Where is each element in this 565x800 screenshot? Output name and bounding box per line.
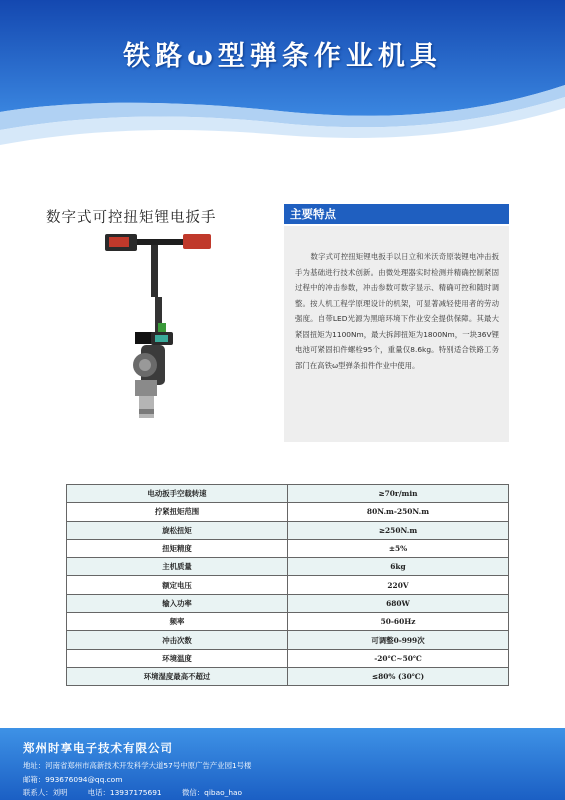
- spec-label: 旋松扭矩: [67, 521, 288, 539]
- spec-value: ≥250N.m: [288, 521, 509, 539]
- table-row: [67, 667, 509, 685]
- spec-value: 50-60Hz: [288, 613, 509, 631]
- contact-wechat: 微信：qibao_hao: [181, 788, 243, 797]
- spec-value: ≤80% (30℃): [288, 667, 509, 685]
- product-name: 数字式可控扭矩锂电扳手: [46, 210, 217, 226]
- product-image: [95, 228, 215, 428]
- contact-person: 联系人：刘明: [23, 788, 68, 797]
- spec-value: ±5%: [288, 539, 509, 557]
- company-address: 地址：河南省郑州市高新技术开发科学大道57号中原广告产业园1号楼: [23, 761, 252, 770]
- spec-label: 电动扳手空载转速: [67, 485, 288, 503]
- header-banner: [0, 0, 565, 165]
- company-name: 郑州时享电子技术有限公司: [23, 741, 173, 755]
- spec-value: 220V: [288, 576, 509, 594]
- contact-line: [23, 787, 260, 798]
- table-row: [67, 485, 509, 503]
- features-text: 数字式可控扭矩锂电扳手以日立和米沃奇原装锂电冲击扳手为基础进行技术创新。由微处理器实时检测并精确控制紧固过程中的冲击参数，冲击参数可数字显示、精确可控和随时调整。按人机工程学原理设计的机架，可显著减轻使用者的劳动强度。自带LED光源为黑暗环境下作业安全提供保障。其最大紧固扭矩为1100Nm，最大拆卸扭矩为1800Nm，一块36V锂电池可紧固扣件螺栓95个，重量仅8.6kg。特别适合铁路工务部门在高铁ω型弹条扣件作业中使用。: [295, 252, 499, 370]
- company-email: 邮箱：993676094@qq.com: [23, 775, 123, 784]
- features-box: [284, 226, 509, 442]
- spec-value: -20℃~50℃: [288, 649, 509, 667]
- spec-value: 680W: [288, 594, 509, 612]
- contact-phone: 电话：13937175691: [87, 788, 162, 797]
- spec-value: 可调整0-999次: [288, 631, 509, 649]
- spec-value: 80N.m-250N.m: [288, 503, 509, 521]
- table-row: [67, 539, 509, 557]
- table-row: [67, 521, 509, 539]
- table-row: [67, 594, 509, 612]
- spec-label: 额定电压: [67, 576, 288, 594]
- table-row: [67, 503, 509, 521]
- table-row: [67, 649, 509, 667]
- spec-value: ≥70r/min: [288, 485, 509, 503]
- page-title: 铁路ω型弹条作业机具: [123, 41, 442, 72]
- spec-label: 主机质量: [67, 558, 288, 576]
- spec-label: 输入功率: [67, 594, 288, 612]
- features-heading: 主要特点: [284, 204, 509, 224]
- spec-value: 6kg: [288, 558, 509, 576]
- spec-label: 扭矩精度: [67, 539, 288, 557]
- table-row: [67, 613, 509, 631]
- spec-label: 环境温度: [67, 649, 288, 667]
- footer: [0, 728, 565, 800]
- spec-label: 频率: [67, 613, 288, 631]
- spec-table: [66, 484, 509, 686]
- torque-wrench-illustration: [95, 228, 215, 428]
- header-wave-graphic: [0, 0, 565, 165]
- table-row: [67, 576, 509, 594]
- spec-label: 冲击次数: [67, 631, 288, 649]
- spec-label: 环境湿度最高不超过: [67, 667, 288, 685]
- table-row: [67, 631, 509, 649]
- table-row: [67, 558, 509, 576]
- spec-label: 拧紧扭矩范围: [67, 503, 288, 521]
